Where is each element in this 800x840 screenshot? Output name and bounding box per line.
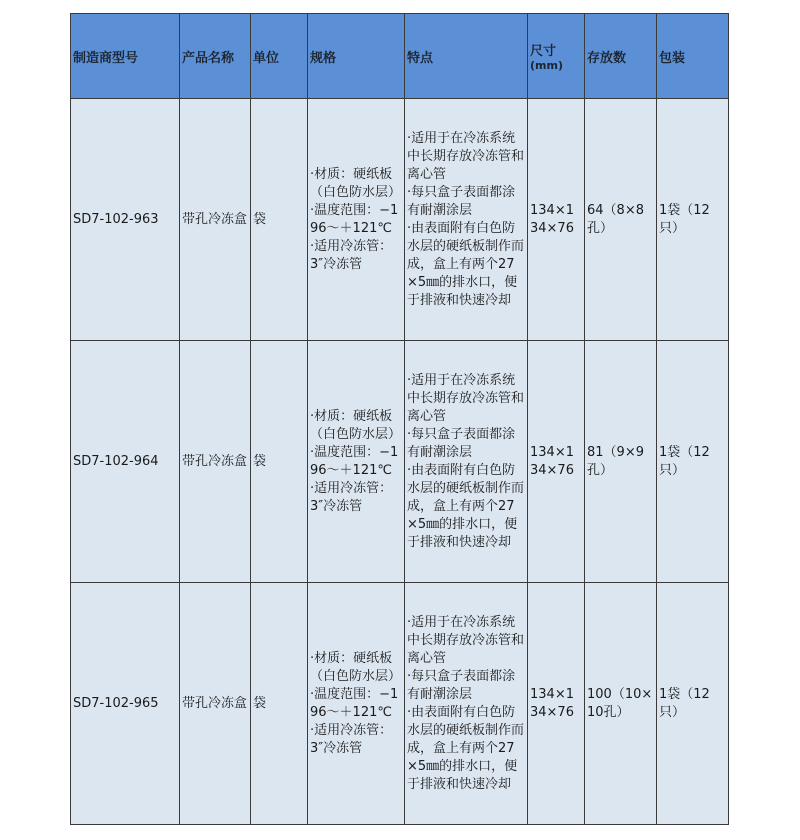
cell-unit: 袋 bbox=[251, 99, 308, 341]
cell-capacity: 100（10×10孔） bbox=[585, 583, 657, 825]
feature-item: ·每只盒子表面都涂有耐潮涂层 bbox=[407, 668, 516, 702]
cell-features bbox=[405, 341, 528, 583]
feature-item: ·适用于在冷冻系统中长期存放冷冻管和离心管 bbox=[407, 614, 525, 666]
cell-features bbox=[405, 583, 528, 825]
header-spec: 规格 bbox=[308, 14, 405, 99]
spec-material: ·材质：硬纸板（白色防水层） bbox=[310, 166, 402, 200]
spec-tube: ·适用冷冻管：3″冷冻管 bbox=[310, 480, 393, 514]
spec-temperature: ·温度范围：−196～＋121℃ bbox=[310, 686, 399, 720]
cell-capacity: 64（8×8孔） bbox=[585, 99, 657, 341]
header-model: 制造商型号 bbox=[71, 14, 180, 99]
header-capacity: 存放数 bbox=[585, 14, 657, 99]
spec-tube: ·适用冷冻管：3″冷冻管 bbox=[310, 238, 393, 272]
header-features: 特点 bbox=[405, 14, 528, 99]
spec-material: ·材质：硬纸板（白色防水层） bbox=[310, 650, 402, 684]
header-size-label: 尺寸 bbox=[530, 44, 557, 59]
spec-material: ·材质：硬纸板（白色防水层） bbox=[310, 408, 402, 442]
cell-spec bbox=[308, 341, 405, 583]
table-row bbox=[71, 583, 729, 825]
cell-size: 134×134×76 bbox=[528, 341, 585, 583]
spec-tube: ·适用冷冻管：3″冷冻管 bbox=[310, 722, 393, 756]
cell-size: 134×134×76 bbox=[528, 583, 585, 825]
feature-item: ·适用于在冷冻系统中长期存放冷冻管和离心管 bbox=[407, 130, 525, 182]
cell-name: 带孔冷冻盒 bbox=[180, 99, 251, 341]
spec-temperature: ·温度范围：−196～＋121℃ bbox=[310, 202, 399, 236]
table-row bbox=[71, 341, 729, 583]
cell-size: 134×134×76 bbox=[528, 99, 585, 341]
header-size-unit: (mm) bbox=[530, 59, 563, 72]
cell-spec bbox=[308, 99, 405, 341]
feature-item: ·每只盒子表面都涂有耐潮涂层 bbox=[407, 184, 516, 218]
cell-packaging: 1袋（12只） bbox=[657, 583, 729, 825]
header-unit: 单位 bbox=[251, 14, 308, 99]
cell-packaging: 1袋（12只） bbox=[657, 99, 729, 341]
table-row bbox=[71, 99, 729, 341]
feature-item: ·由表面附有白色防水层的硬纸板制作而成，盒上有两个27×5㎜的排水口，便于排液和快速冷却 bbox=[407, 220, 525, 308]
product-spec-table bbox=[70, 13, 729, 825]
feature-item: ·适用于在冷冻系统中长期存放冷冻管和离心管 bbox=[407, 372, 525, 424]
cell-model: SD7-102-963 bbox=[71, 99, 180, 341]
cell-features bbox=[405, 99, 528, 341]
feature-item: ·由表面附有白色防水层的硬纸板制作而成，盒上有两个27×5㎜的排水口，便于排液和快速冷却 bbox=[407, 462, 525, 550]
cell-name: 带孔冷冻盒 bbox=[180, 341, 251, 583]
spec-temperature: ·温度范围：−196～＋121℃ bbox=[310, 444, 399, 478]
cell-packaging: 1袋（12只） bbox=[657, 341, 729, 583]
cell-unit: 袋 bbox=[251, 583, 308, 825]
cell-capacity: 81（9×9孔） bbox=[585, 341, 657, 583]
cell-model: SD7-102-965 bbox=[71, 583, 180, 825]
cell-unit: 袋 bbox=[251, 341, 308, 583]
header-name: 产品名称 bbox=[180, 14, 251, 99]
feature-item: ·每只盒子表面都涂有耐潮涂层 bbox=[407, 426, 516, 460]
cell-model: SD7-102-964 bbox=[71, 341, 180, 583]
header-row bbox=[71, 14, 729, 99]
header-packaging: 包装 bbox=[657, 14, 729, 99]
header-size bbox=[528, 14, 585, 99]
feature-item: ·由表面附有白色防水层的硬纸板制作而成，盒上有两个27×5㎜的排水口，便于排液和快速冷却 bbox=[407, 704, 525, 792]
cell-spec bbox=[308, 583, 405, 825]
cell-name: 带孔冷冻盒 bbox=[180, 583, 251, 825]
